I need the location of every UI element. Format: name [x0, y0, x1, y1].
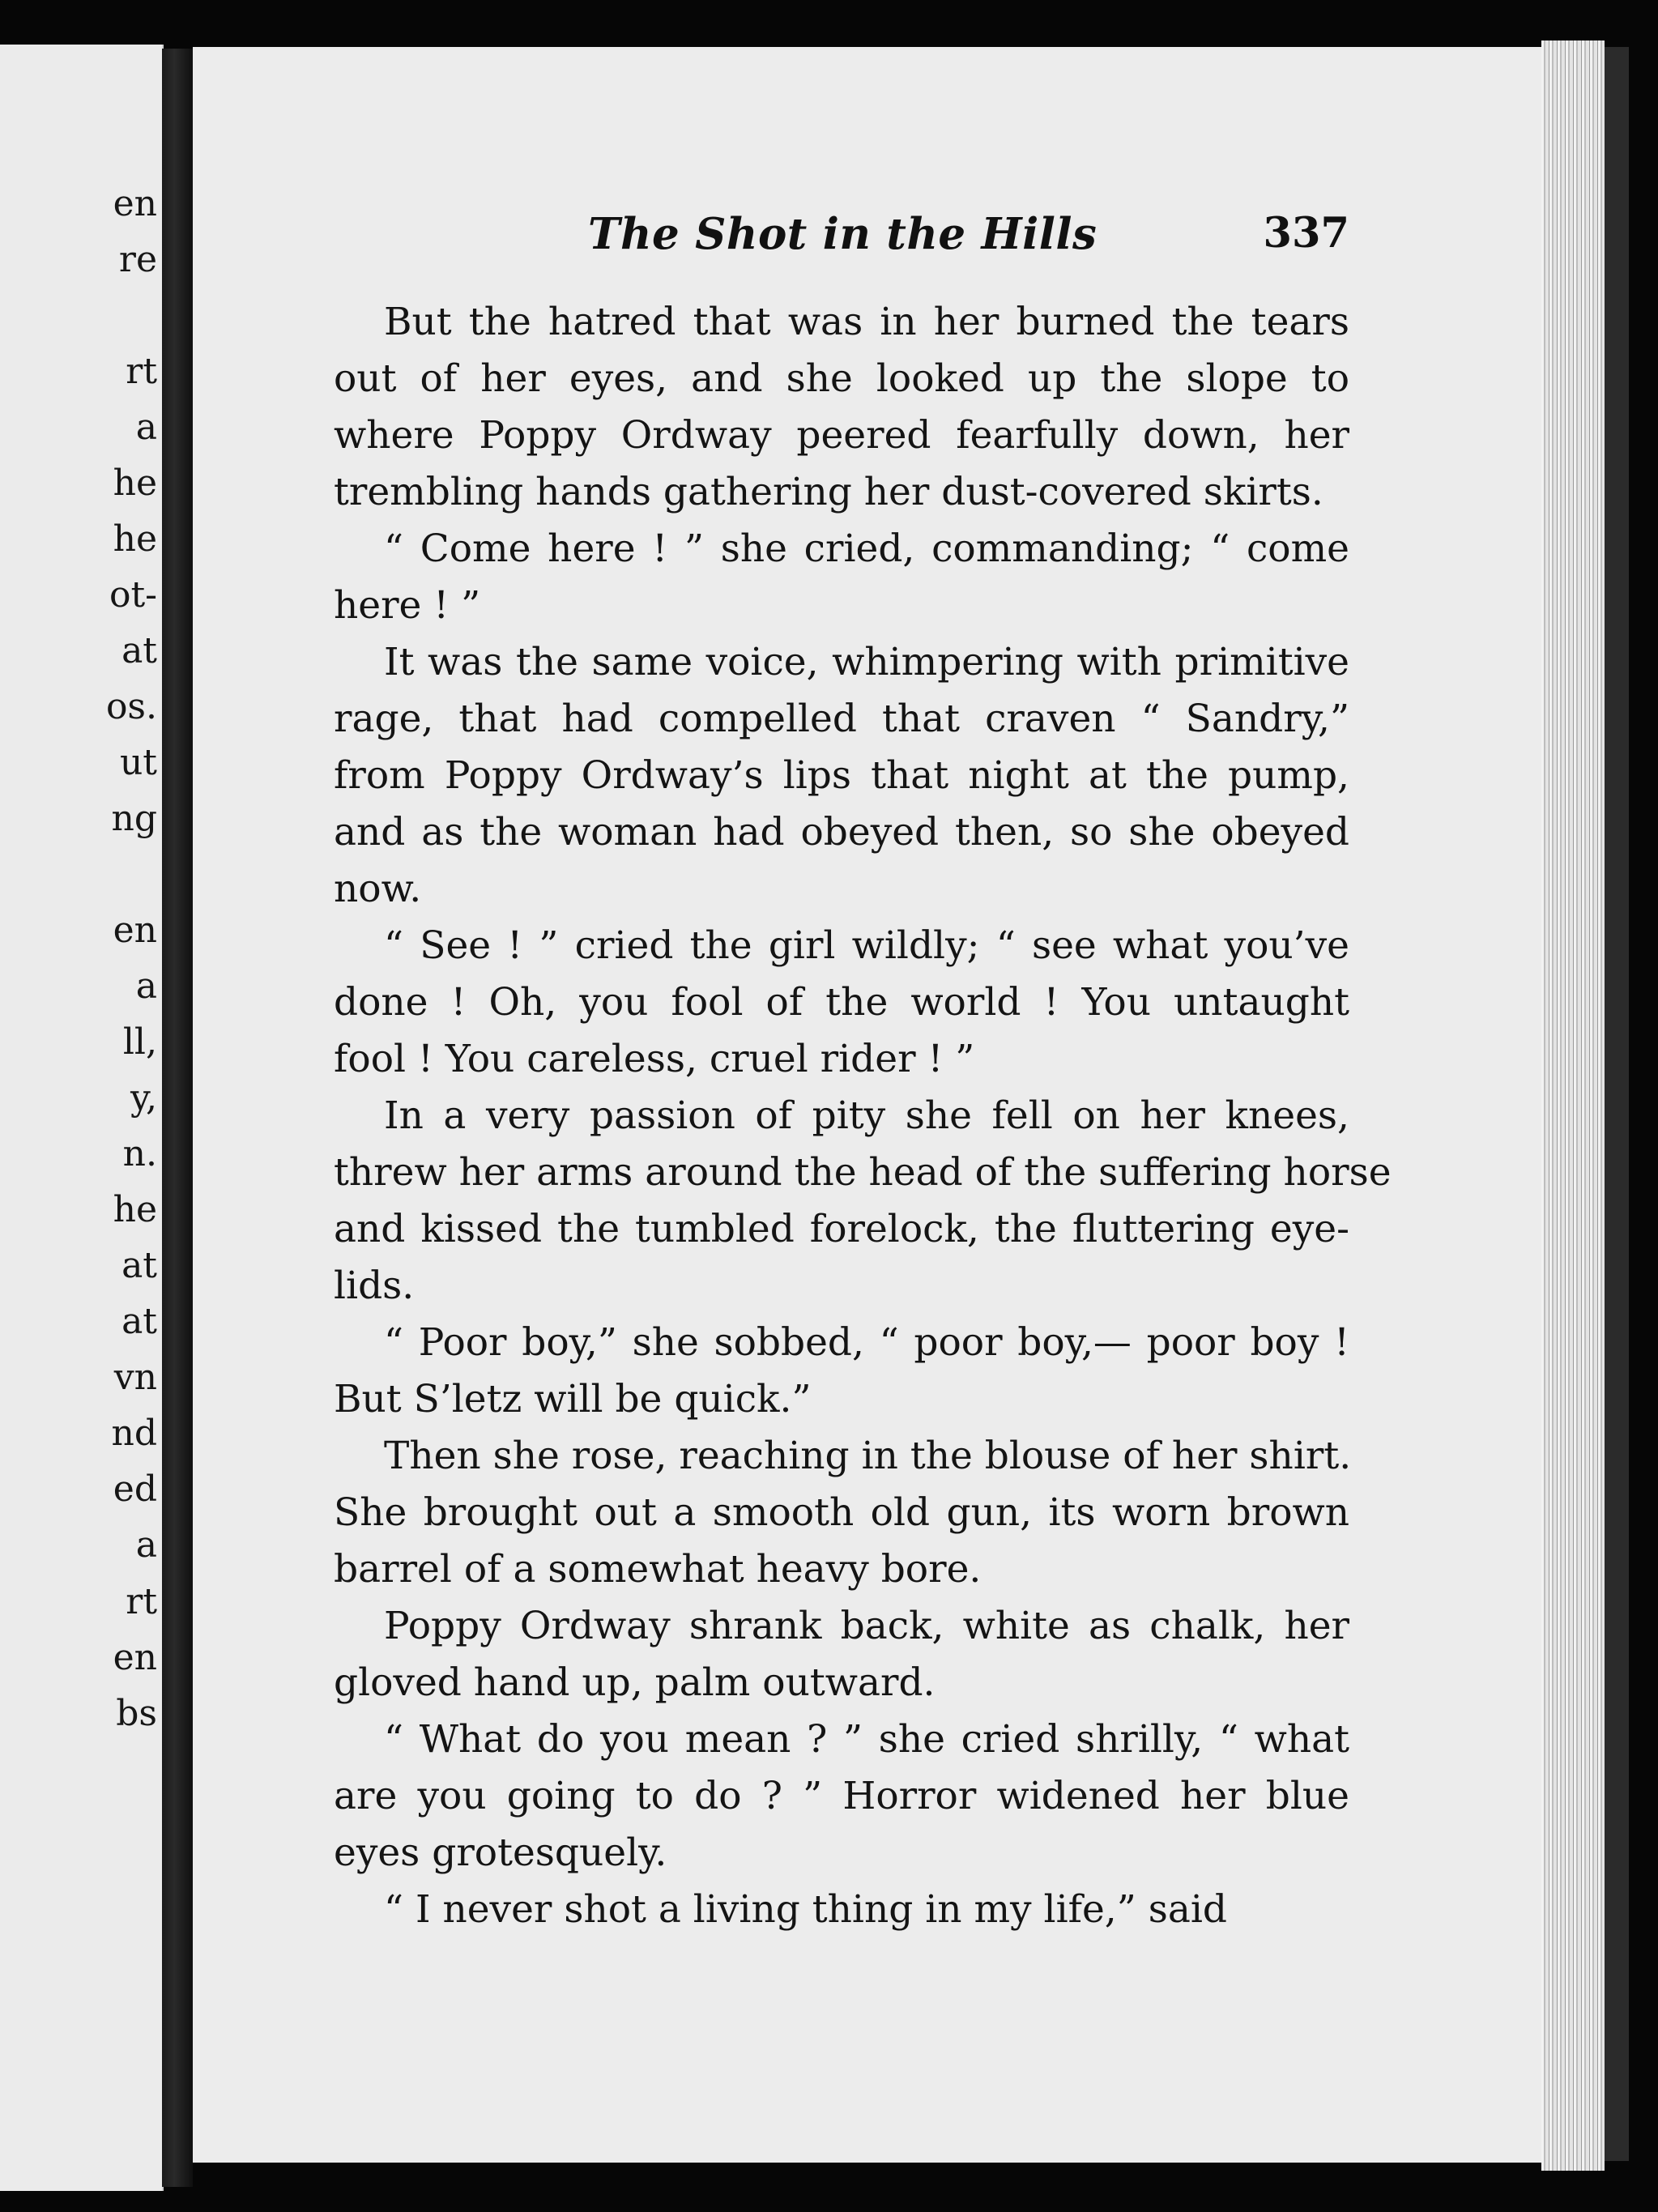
paragraph [334, 294, 1349, 521]
text-line: here ! ” [334, 583, 481, 628]
book-gutter [162, 49, 193, 2187]
text-line: and as the woman had obeyed then, so she obeyed [334, 810, 1349, 855]
paragraph [334, 634, 1349, 918]
paragraph [334, 1315, 1349, 1428]
paragraph [334, 1598, 1349, 1711]
text-line: Then she rose, reaching in the blouse of her shirt. [384, 1434, 1352, 1478]
previous-page-fragment: a [135, 1524, 157, 1566]
text-line: barrel of a somewhat heavy bore. [334, 1547, 982, 1592]
text-line: and kissed the tumbled forelock, the fluttering eye- [334, 1207, 1349, 1251]
page-header [588, 209, 1349, 266]
previous-page-fragment: bs [116, 1692, 157, 1734]
text-line: “ I never shot a living thing in my life,” said [384, 1887, 1227, 1932]
text-line: now. [334, 867, 422, 911]
text-line: “ Come here ! ” she cried, commanding; “ come [384, 526, 1349, 571]
previous-page-fragment: he [113, 518, 157, 560]
previous-page-fragment: en [113, 910, 157, 952]
previous-page-fragment: nd [111, 1413, 157, 1455]
text-line: She brought out a smooth old gun, its worn brown [334, 1490, 1349, 1535]
page-number: 337 [1263, 209, 1349, 258]
text-line: “ See ! ” cried the girl wildly; “ see what you’ve [384, 923, 1349, 968]
previous-page-fragment: y, [130, 1077, 157, 1119]
previous-page-edge [0, 45, 164, 2191]
paragraph [334, 1711, 1349, 1882]
text-line: fool ! You careless, cruel rider ! ” [334, 1037, 975, 1081]
previous-page-fragment: at [121, 1301, 157, 1343]
paragraph [334, 918, 1349, 1088]
previous-page-fragment: n. [122, 1133, 157, 1175]
previous-page-fragment: at [121, 1245, 157, 1287]
text-line: done ! Oh, you fool of the world ! You untaught [334, 980, 1349, 1025]
text-line: gloved hand up, palm outward. [334, 1660, 936, 1705]
page-edges [1541, 40, 1605, 2171]
previous-page-fragment: ll, [122, 1021, 157, 1063]
text-line: out of her eyes, and she looked up the slope to [334, 356, 1349, 401]
book-cover-edge [1605, 47, 1629, 2161]
text-line: are you going to do ? ” Horror widened her blue [334, 1774, 1349, 1818]
text-line: from Poppy Ordway’s lips that night at the pump, [334, 753, 1349, 798]
previous-page-fragment: os. [105, 686, 157, 728]
previous-page-fragment: re [118, 239, 157, 281]
previous-page-fragment: ut [119, 742, 157, 784]
previous-page-fragment: a [135, 965, 157, 1008]
previous-page-fragment: ed [113, 1468, 157, 1511]
paragraph [334, 1088, 1392, 1315]
text-line: eyes grotesquely. [334, 1831, 667, 1875]
previous-page-text-fragments [0, 45, 162, 2191]
text-line: where Poppy Ordway peered fearfully down, her [334, 413, 1349, 458]
paragraph [334, 1882, 1349, 1938]
body-text [334, 294, 1392, 1938]
previous-page-fragment: a [135, 407, 157, 449]
paragraph [334, 1428, 1352, 1598]
previous-page-fragment: rt [126, 1580, 157, 1622]
previous-page-fragment: at [121, 630, 157, 672]
previous-page-fragment: rt [126, 351, 157, 393]
text-line: threw her arms around the head of the suffering horse [334, 1150, 1392, 1195]
previous-page-fragment: en [113, 183, 157, 224]
running-head: The Shot in the Hills [588, 209, 1098, 259]
text-line: rage, that had compelled that craven “ Sandry,” [334, 697, 1349, 741]
text-line: Poppy Ordway shrank back, white as chalk, her [384, 1604, 1349, 1648]
text-line: lids. [334, 1264, 415, 1308]
text-line: trembling hands gathering her dust-covered skirts. [334, 470, 1323, 514]
previous-page-fragment: ot- [109, 574, 157, 616]
previous-page-fragment: he [113, 462, 157, 505]
previous-page-fragment: he [113, 1189, 157, 1231]
previous-page-fragment: ng [111, 798, 157, 840]
text-line: It was the same voice, whimpering with primitive [384, 640, 1349, 684]
text-line: But the hatred that was in her burned the tears [384, 300, 1349, 344]
text-line: “ Poor boy,” she sobbed, “ poor boy,— poor boy ! [384, 1320, 1349, 1365]
text-line: But S’letz will be quick.” [334, 1377, 812, 1421]
text-line: In a very passion of pity she fell on her knees, [384, 1093, 1349, 1138]
text-line: “ What do you mean ? ” she cried shrilly, “ what [384, 1717, 1349, 1762]
paragraph [334, 521, 1349, 634]
previous-page-fragment: en [113, 1636, 157, 1678]
previous-page-fragment: vn [113, 1357, 157, 1399]
